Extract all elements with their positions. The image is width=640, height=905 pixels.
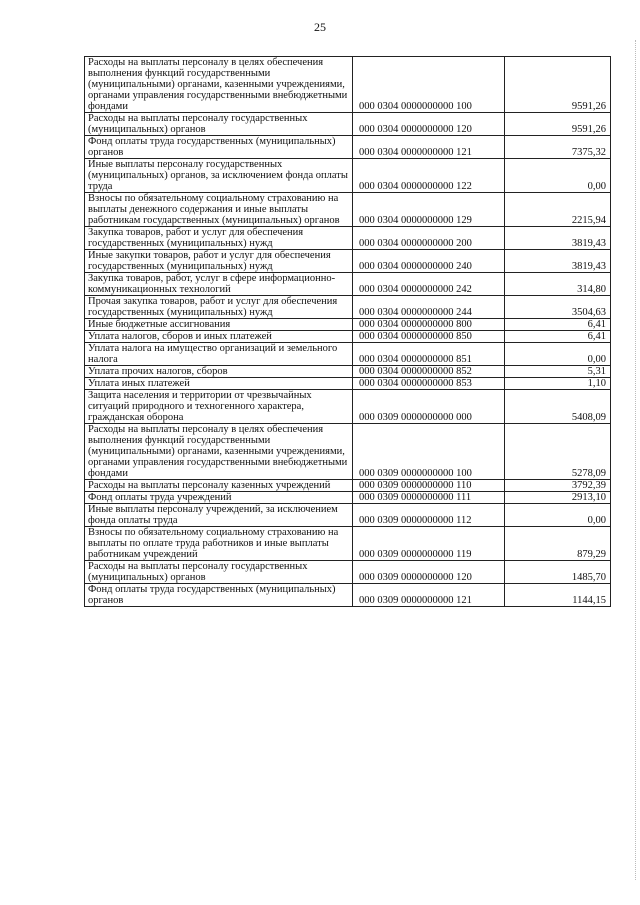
row-amount: 5,31 (505, 366, 611, 378)
table-row (85, 319, 611, 331)
table-row (85, 273, 611, 296)
row-description: Фонд оплаты труда учреждений (85, 492, 353, 504)
row-code: 000 0309 0000000000 121 (353, 584, 505, 607)
table-row (85, 136, 611, 159)
row-description: Расходы на выплаты персоналу государственных (муниципальных) органов (85, 561, 353, 584)
row-amount: 0,00 (505, 343, 611, 366)
row-amount: 6,41 (505, 331, 611, 343)
row-amount: 9591,26 (505, 57, 611, 113)
row-description: Иные выплаты персоналу учреждений, за исключением фонда оплаты труда (85, 504, 353, 527)
row-amount: 2215,94 (505, 193, 611, 227)
row-code: 000 0304 0000000000 129 (353, 193, 505, 227)
row-description: Иные выплаты персоналу государственных (муниципальных) органов, за исключением фонда оплаты труда (85, 159, 353, 193)
table-row (85, 561, 611, 584)
table-row (85, 193, 611, 227)
table-row (85, 378, 611, 390)
row-code: 000 0304 0000000000 200 (353, 227, 505, 250)
row-code: 000 0304 0000000000 120 (353, 113, 505, 136)
row-code: 000 0309 0000000000 112 (353, 504, 505, 527)
row-code: 000 0309 0000000000 100 (353, 424, 505, 480)
row-code: 000 0309 0000000000 119 (353, 527, 505, 561)
row-description: Взносы по обязательному социальному страхованию на выплаты по оплате труда работников и иные выплаты работникам учреждений (85, 527, 353, 561)
row-amount: 3792,39 (505, 480, 611, 492)
table-row (85, 424, 611, 480)
row-code: 000 0309 0000000000 110 (353, 480, 505, 492)
table-row (85, 296, 611, 319)
table-row (85, 584, 611, 607)
row-code: 000 0304 0000000000 100 (353, 57, 505, 113)
row-amount: 3819,43 (505, 227, 611, 250)
row-amount: 5408,09 (505, 390, 611, 424)
row-code: 000 0304 0000000000 800 (353, 319, 505, 331)
row-description: Фонд оплаты труда государственных (муниципальных) органов (85, 136, 353, 159)
row-amount: 0,00 (505, 504, 611, 527)
row-amount: 9591,26 (505, 113, 611, 136)
table-row (85, 250, 611, 273)
table-row (85, 492, 611, 504)
row-amount: 5278,09 (505, 424, 611, 480)
table-row (85, 331, 611, 343)
row-amount: 1485,70 (505, 561, 611, 584)
row-description: Расходы на выплаты персоналу казенных учреждений (85, 480, 353, 492)
row-code: 000 0304 0000000000 242 (353, 273, 505, 296)
row-amount: 879,29 (505, 527, 611, 561)
row-amount: 1,10 (505, 378, 611, 390)
row-amount: 6,41 (505, 319, 611, 331)
row-description: Защита населения и территории от чрезвычайных ситуаций природного и техногенного характера, гражданская оборона (85, 390, 353, 424)
row-description: Иные бюджетные ассигнования (85, 319, 353, 331)
page-edge-mark (633, 40, 636, 880)
table-row (85, 113, 611, 136)
row-code: 000 0304 0000000000 850 (353, 331, 505, 343)
row-description: Прочая закупка товаров, работ и услуг для обеспечения государственных (муниципальных) нужд (85, 296, 353, 319)
row-description: Уплата налогов, сборов и иных платежей (85, 331, 353, 343)
row-code: 000 0304 0000000000 244 (353, 296, 505, 319)
row-amount: 2913,10 (505, 492, 611, 504)
table-row (85, 366, 611, 378)
row-code: 000 0309 0000000000 000 (353, 390, 505, 424)
row-code: 000 0304 0000000000 853 (353, 378, 505, 390)
row-code: 000 0304 0000000000 851 (353, 343, 505, 366)
row-description: Уплата налога на имущество организаций и земельного налога (85, 343, 353, 366)
row-code: 000 0304 0000000000 122 (353, 159, 505, 193)
row-description: Уплата прочих налогов, сборов (85, 366, 353, 378)
row-description: Уплата иных платежей (85, 378, 353, 390)
row-amount: 1144,15 (505, 584, 611, 607)
row-description: Расходы на выплаты персоналу в целях обеспечения выполнения функций государственными (муниципальными) органами, казенными учреждениями, органами управления государственными внебюджетными фондами (85, 57, 353, 113)
row-amount: 3819,43 (505, 250, 611, 273)
row-amount: 314,80 (505, 273, 611, 296)
table-row (85, 227, 611, 250)
row-description: Закупка товаров, работ, услуг в сфере информационно-коммуникационных технологий (85, 273, 353, 296)
row-amount: 3504,63 (505, 296, 611, 319)
row-code: 000 0309 0000000000 111 (353, 492, 505, 504)
row-amount: 7375,32 (505, 136, 611, 159)
table-row (85, 57, 611, 113)
table-row (85, 480, 611, 492)
table-row (85, 504, 611, 527)
row-code: 000 0304 0000000000 121 (353, 136, 505, 159)
row-code: 000 0309 0000000000 120 (353, 561, 505, 584)
row-description: Взносы по обязательному социальному страхованию на выплаты денежного содержания и иные выплаты работникам государственных (муниципальных) органов (85, 193, 353, 227)
row-description: Закупка товаров, работ и услуг для обеспечения государственных (муниципальных) нужд (85, 227, 353, 250)
row-code: 000 0304 0000000000 852 (353, 366, 505, 378)
row-code: 000 0304 0000000000 240 (353, 250, 505, 273)
budget-table (84, 56, 611, 607)
row-description: Иные закупки товаров, работ и услуг для обеспечения государственных (муниципальных) нужд (85, 250, 353, 273)
table-row (85, 527, 611, 561)
row-description: Расходы на выплаты персоналу государственных (муниципальных) органов (85, 113, 353, 136)
row-description: Расходы на выплаты персоналу в целях обеспечения выполнения функций государственными (муниципальными) органами, казенными учреждениями, органами управления государственными внебюджетными фондами (85, 424, 353, 480)
table-row (85, 343, 611, 366)
page-number: 25 (314, 20, 326, 34)
table-row (85, 390, 611, 424)
row-amount: 0,00 (505, 159, 611, 193)
table-row (85, 159, 611, 193)
row-description: Фонд оплаты труда государственных (муниципальных) органов (85, 584, 353, 607)
